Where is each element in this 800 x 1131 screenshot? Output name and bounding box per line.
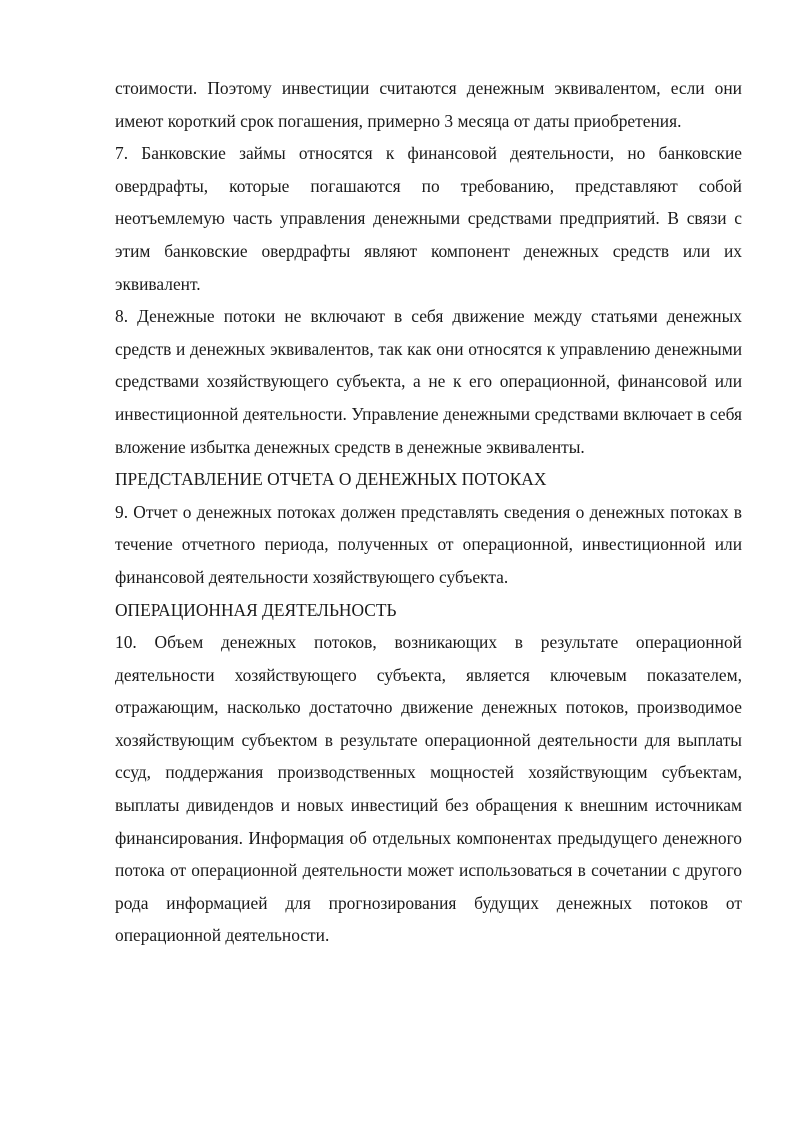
section-heading-cash-flow-report: ПРЕДСТАВЛЕНИЕ ОТЧЕТА О ДЕНЕЖНЫХ ПОТОКАХ — [115, 469, 547, 490]
section-heading-operating-activities: ОПЕРАЦИОННАЯ ДЕЯТЕЛЬНОСТЬ — [115, 599, 397, 620]
paragraph-8: 8. Денежные потоки не включают в себя движение между статьями денежных средств и денежных эквивалентов, так как они относятся к управлению денежными средствами хозяйствующего субъекта, а не к его операционной, финансовой или инвестиционной деятельности. Управление денежными средствами включает в себя вложение избытка денежных средств в денежные эквиваленты. — [115, 306, 742, 457]
paragraph-9: 9. Отчет о денежных потоках должен представлять сведения о денежных потоках в течение отчетного периода, полученных от операционной, инвестиционной или финансовой деятельности хозяйствующего субъекта. — [115, 501, 742, 587]
paragraph-7: 7. Банковские займы относятся к финансовой деятельности, но банковские овердрафты, которые погашаются по требованию, представляют собой неотъемлемую часть управления денежными средствами предприятий. В связи с этим банковские овердрафты являют компонент денежных средств или их эквивалент. — [115, 143, 742, 294]
document-body — [115, 72, 742, 952]
paragraph-10: 10. Объем денежных потоков, возникающих в результате операционной деятельности хозяйствующего субъекта, является ключевым показателем, отражающим, насколько достаточно движение денежных потоков, производимое хозяйствующим субъектом в результате операционной деятельности для выплаты ссуд, поддержания производственных мощностей хозяйствующим субъектам, выплаты дивидендов и новых инвестиций без обращения к внешним источникам финансирования. Информация об отдельных компонентах предыдущего денежного потока от операционной деятельности может использоваться в сочетании с другого рода информацией для прогнозирования будущих денежных потоков от операционной деятельности. — [115, 632, 742, 946]
paragraph-continuation: стоимости. Поэтому инвестиции считаются денежным эквивалентом, если они имеют короткий срок погашения, примерно 3 месяца от даты приобретения. — [115, 78, 742, 131]
